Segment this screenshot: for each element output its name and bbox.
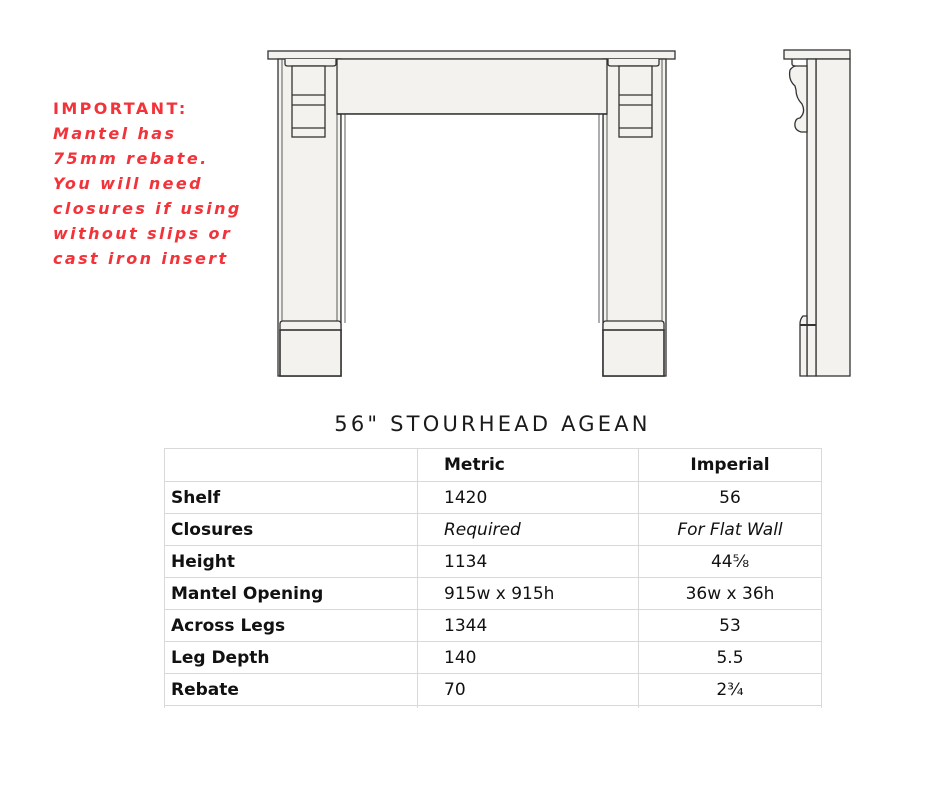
column-header-label xyxy=(165,449,418,482)
product-title: 56" STOURHEAD AGEAN xyxy=(334,412,651,436)
column-header-metric: Metric xyxy=(418,449,639,482)
notice-line: cast iron insert xyxy=(53,249,229,268)
notice-line: You will need xyxy=(53,174,204,193)
table-row xyxy=(165,610,822,642)
imperial-value: 56 xyxy=(639,482,822,514)
table-row xyxy=(165,514,822,546)
spacer-cell xyxy=(639,706,822,709)
shelf-top xyxy=(268,51,675,59)
row-label: Rebate xyxy=(165,674,418,706)
notice-line: without slips or xyxy=(53,224,233,243)
row-label: Height xyxy=(165,546,418,578)
imperial-value: For Flat Wall xyxy=(639,514,822,546)
row-label: Mantel Opening xyxy=(165,578,418,610)
metric-value: Required xyxy=(418,514,639,546)
metric-value: 140 xyxy=(418,642,639,674)
table-row xyxy=(165,482,822,514)
table-header-row xyxy=(165,449,822,482)
row-label: Closures xyxy=(165,514,418,546)
specification-table xyxy=(164,448,822,708)
metric-value: 1134 xyxy=(418,546,639,578)
metric-value: 70 xyxy=(418,674,639,706)
imperial-value: 44⅝ xyxy=(639,546,822,578)
table-row xyxy=(165,546,822,578)
row-label: Across Legs xyxy=(165,610,418,642)
column-header-imperial: Imperial xyxy=(639,449,822,482)
metric-value: 1420 xyxy=(418,482,639,514)
row-label: Shelf xyxy=(165,482,418,514)
metric-value: 915w x 915h xyxy=(418,578,639,610)
imperial-value: 53 xyxy=(639,610,822,642)
table-row xyxy=(165,674,822,706)
table-row xyxy=(165,642,822,674)
notice-heading: IMPORTANT: xyxy=(53,99,188,118)
mantel-side-drawing xyxy=(782,48,854,378)
imperial-value: 36w x 36h xyxy=(639,578,822,610)
spacer-cell xyxy=(418,706,639,709)
mantel-front-drawing xyxy=(266,48,678,378)
important-notice xyxy=(53,96,273,271)
table-spacer-row xyxy=(165,706,822,709)
imperial-value: 2¾ xyxy=(639,674,822,706)
row-label: Leg Depth xyxy=(165,642,418,674)
notice-line: closures if using xyxy=(53,199,242,218)
table-row xyxy=(165,578,822,610)
spacer-cell xyxy=(165,706,418,709)
notice-line: Mantel has xyxy=(53,124,177,143)
metric-value: 1344 xyxy=(418,610,639,642)
imperial-value: 5.5 xyxy=(639,642,822,674)
notice-line: 75mm rebate. xyxy=(53,149,209,168)
